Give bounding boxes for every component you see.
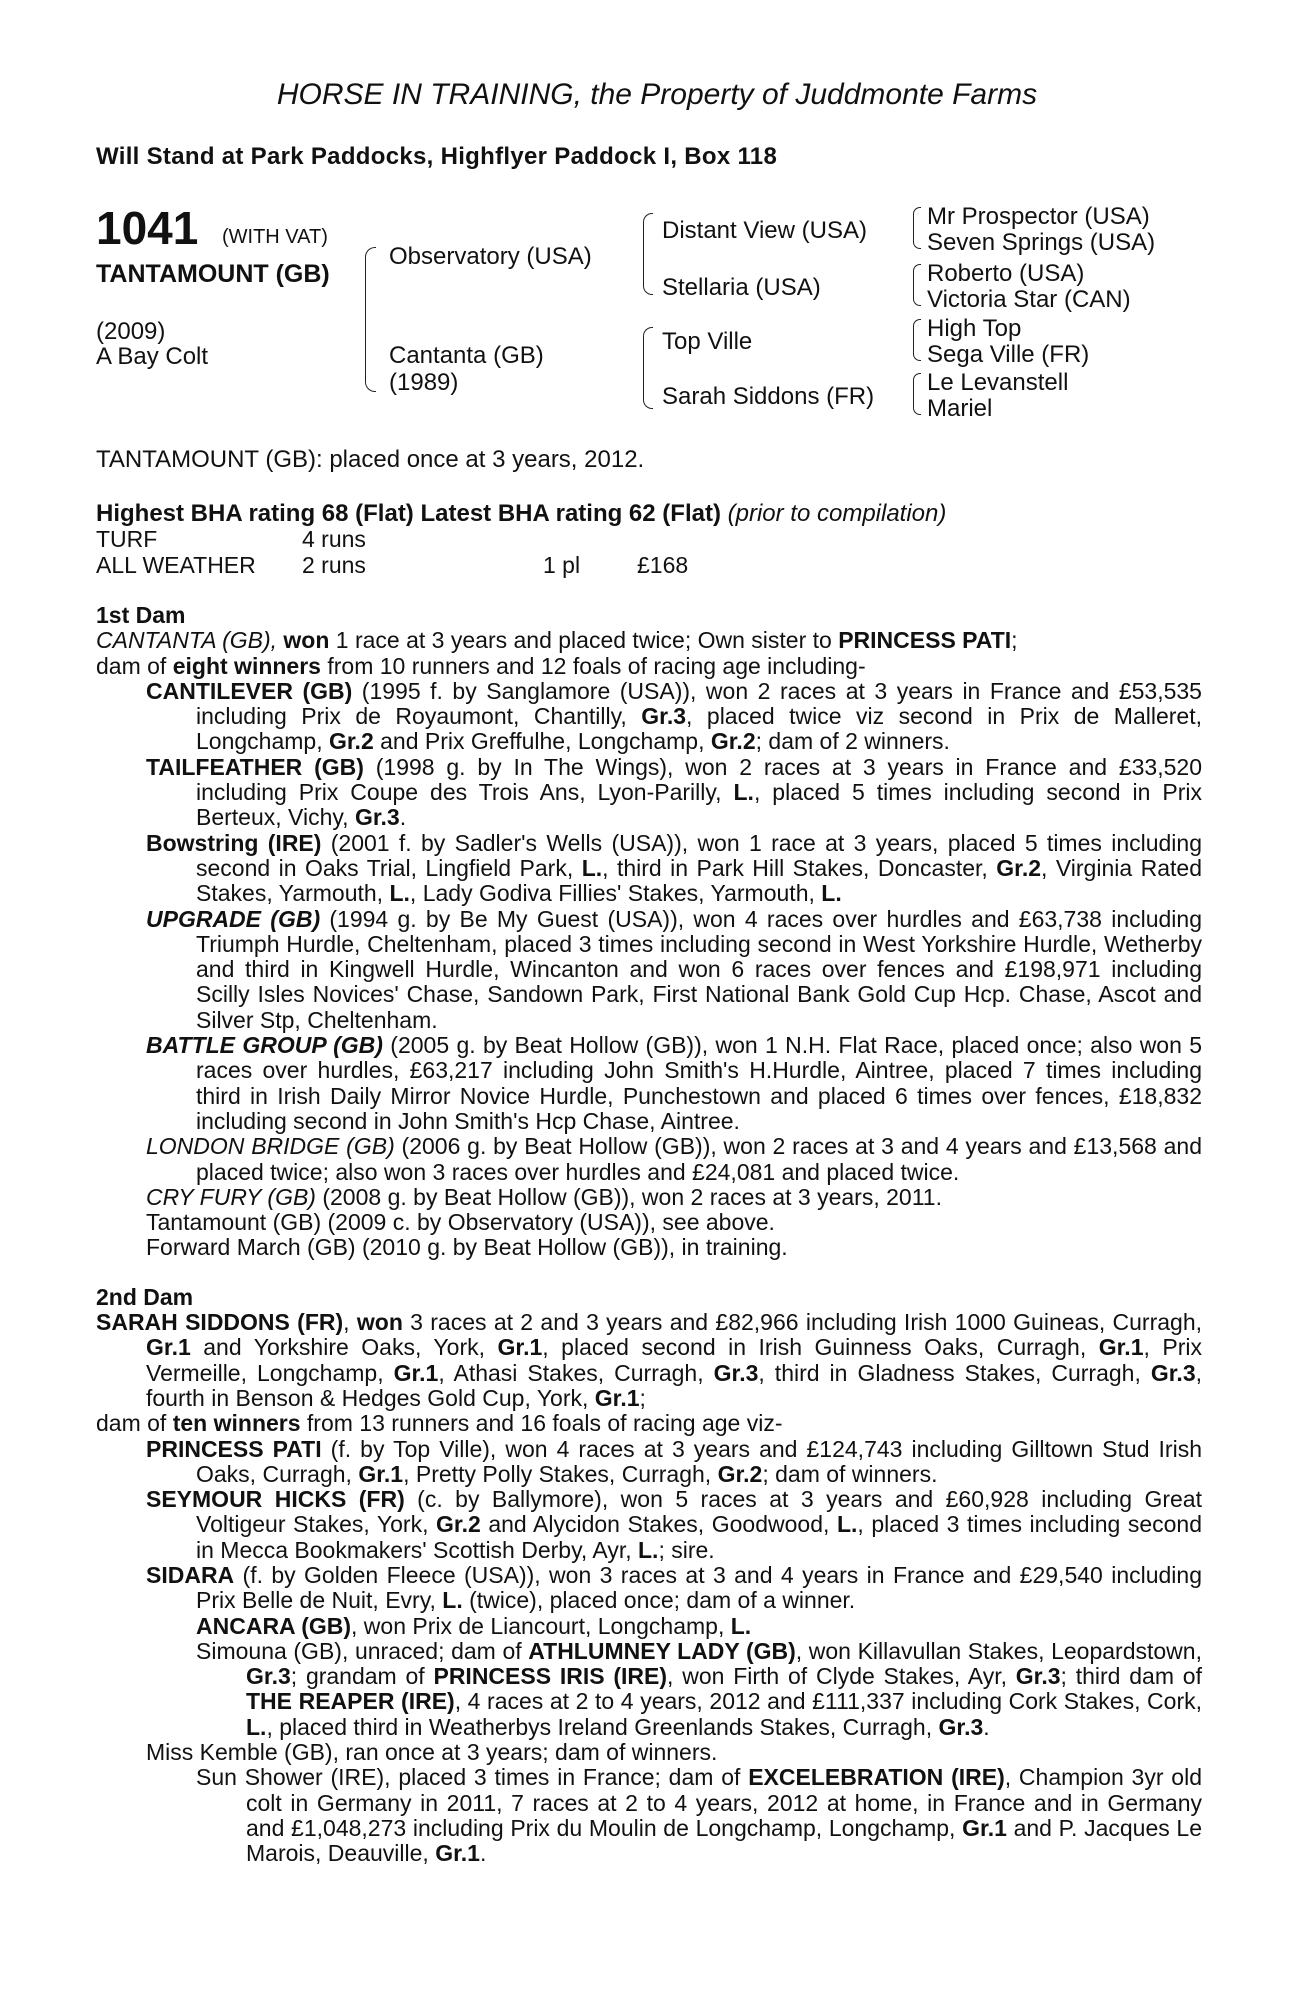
emphasis-run: Gr.2 — [436, 1511, 481, 1538]
text-run: , Prix Vermeille, Longchamp, — [146, 1334, 1203, 1386]
text-run: , won Firth of Clyde Stakes, Ayr, — [667, 1663, 1016, 1690]
emphasis-run: eight winners — [172, 652, 321, 679]
dam-pages — [96, 603, 1202, 1867]
sire-dam-sire: Roberto (USA) — [927, 260, 1085, 287]
emphasis-run: Gr.1 — [594, 1384, 640, 1411]
text-run: , Athasi Stakes, Curragh, — [438, 1359, 714, 1386]
sire-dam: Stellaria (USA) — [662, 274, 821, 301]
dam-dam-dam: Mariel — [927, 395, 993, 422]
emphasis-run: L. — [836, 1511, 858, 1538]
text-run: (1994 g. by Be My Guest (USA)), won 4 races over hurdles and £63,738 including Triumph Hurdle, Cheltenham, placed 3 times including second in West Yorkshire Hurdle, Wetherby and third in Kingwell Hurdle, Wincanton and won 6 races over fences and £198,971 including Scilly Isles Novices' Chase, Sandown Park, First National Bank Gold Cup Hcp. Chase, Ascot and Silver Stp, Cheltenham. — [196, 905, 1202, 1033]
emphasis-run: Bowstring (IRE) — [146, 829, 322, 856]
text-run: , placed second in Irish Guinness Oaks, Curragh, — [542, 1334, 1099, 1361]
text-run: (1998 g. by In The Wings), won 2 races at 3 years in France and £33,520 including Prix Coupe des Trois Ans, Lyon-Parilly, — [196, 753, 1202, 806]
produce-entry — [96, 1740, 1202, 1765]
text-run: , placed 5 times including second in Prix Berteux, Vichy, — [196, 779, 1202, 831]
horse-year: (2009) — [96, 318, 166, 345]
text-run: ; sire. — [658, 1536, 715, 1563]
pedigree-brace — [913, 264, 921, 306]
dam-sire: Top Ville — [662, 328, 753, 355]
produce-entry — [96, 1210, 1202, 1235]
dam-year: (1989) — [389, 369, 459, 396]
produce-entry — [96, 1437, 1202, 1488]
emphasis-run: CANTANTA (GB), — [96, 627, 284, 654]
record-surface: TURF — [96, 526, 158, 552]
record-runs: 4 runs — [302, 526, 366, 552]
pedigree-brace — [643, 327, 653, 409]
text-run: (2006 g. by Beat Hollow (GB)), won 2 races at 3 and 4 years and £13,568 and placed twice; also won 3 races over hurdles and £24,081 and placed twice. — [196, 1133, 1202, 1185]
bha-rating — [96, 500, 946, 528]
text-run: . — [399, 804, 407, 831]
emphasis-run: Gr.3 — [641, 703, 687, 730]
text-run: ; — [639, 1384, 646, 1411]
text-run: from 13 runners and 16 foals of racing age viz- — [300, 1410, 783, 1437]
race-summary: TANTAMOUNT (GB): placed once at 3 years, 2012. — [96, 446, 645, 473]
dam-paragraph — [96, 1411, 1202, 1436]
text-run: ; third dam of — [1060, 1663, 1202, 1690]
emphasis-run: L. — [733, 779, 754, 806]
text-run: and Prix Greffulhe, Longchamp, — [373, 728, 711, 755]
text-run: dam of — [96, 652, 173, 679]
emphasis-run: Gr.3 — [1015, 1663, 1061, 1690]
record-places: 1 pl — [543, 552, 581, 578]
emphasis-run: Gr.1 — [393, 1359, 439, 1386]
emphasis-run: L. — [389, 880, 410, 907]
pedigree-brace — [913, 207, 921, 249]
pedigree-brace — [913, 373, 921, 415]
emphasis-run: L. — [246, 1713, 267, 1740]
lot-number: 1041 — [96, 202, 199, 254]
text-run: ; — [1011, 627, 1018, 654]
sire-sire-dam: Seven Springs (USA) — [927, 229, 1156, 256]
emphasis-run: BATTLE GROUP (GB) — [146, 1032, 383, 1059]
text-run: Simouna (GB), unraced; dam of — [196, 1637, 529, 1664]
dam-sire-sire: High Top — [927, 315, 1022, 342]
pedigree-brace — [913, 319, 921, 361]
emphasis-run: L. — [821, 880, 842, 907]
emphasis-run: L. — [581, 854, 603, 881]
emphasis-run: PRINCESS PATI — [146, 1435, 322, 1462]
text-run: , placed third in Weatherbys Ireland Greenlands Stakes, Curragh, — [266, 1713, 939, 1740]
second-dam-heading: 2nd Dam — [96, 1283, 194, 1310]
vat-note: (WITH VAT) — [222, 226, 328, 248]
emphasis-run: SEYMOUR HICKS (FR) — [146, 1486, 405, 1513]
text-run: , third in Gladness Stakes, Curragh, — [758, 1359, 1151, 1386]
produce-entry — [96, 831, 1202, 907]
record-surface: ALL WEATHER — [96, 552, 256, 578]
text-run: , placed twice viz second in Prix de Malleret, Longchamp, — [196, 703, 1202, 755]
text-run: Sun Shower (IRE), placed 3 times in France; dam of — [196, 1764, 749, 1791]
text-run: dam of — [96, 1410, 173, 1437]
stand-location: Will Stand at Park Paddocks, Highflyer Paddock I, Box 118 — [96, 143, 778, 170]
text-run: , won Killavullan Stakes, Leopardstown, — [795, 1637, 1202, 1664]
text-run: , won Prix de Liancourt, Longchamp, — [351, 1612, 731, 1639]
text-run: (2008 g. by Beat Hollow (GB)), won 2 races at 3 years, 2011. — [315, 1183, 942, 1210]
text-run: ; dam of 2 winners. — [755, 728, 950, 755]
dam-dam-sire: Le Levanstell — [927, 369, 1069, 396]
emphasis-run: TAILFEATHER (GB) — [146, 753, 364, 780]
text-run: (twice), placed once; dam of a winner. — [462, 1587, 856, 1614]
dam-paragraph — [96, 1310, 1202, 1411]
produce-entry — [96, 1134, 1202, 1185]
produce-entry — [96, 1033, 1202, 1134]
text-run: ; dam of winners. — [762, 1460, 938, 1487]
text-run: (c. by Ballymore), won 5 races at 3 years and £60,928 including Great Voltigeur Stakes, York, — [196, 1486, 1202, 1538]
text-run: Miss Kemble (GB), ran once at 3 years; dam of winners. — [146, 1739, 718, 1766]
text-run: . — [983, 1713, 990, 1740]
text-run: 1 race at 3 years and placed twice; Own sister to — [329, 627, 839, 654]
text-run: (f. by Top Ville), won 4 races at 3 years and £124,743 including Gilltown Stud Irish Oaks, Curragh, — [196, 1435, 1202, 1487]
text-run: (f. by Golden Fleece (USA)), won 3 races at 3 and 4 years in France and £29,540 including Prix Belle de Nuit, Evry, — [196, 1561, 1202, 1614]
text-run: (1995 f. by Sanglamore (USA)), won 2 races at 3 years in France and £53,535 including Prix de Royaumont, Chantilly, — [196, 677, 1202, 730]
emphasis-run: Gr.1 — [1098, 1334, 1144, 1361]
sire: Observatory (USA) — [389, 243, 592, 270]
emphasis-run: Gr.2 — [328, 728, 374, 755]
emphasis-run: won — [283, 627, 330, 654]
emphasis-run: PRINCESS IRIS (IRE) — [433, 1663, 668, 1690]
page-heading: HORSE IN TRAINING, the Property of Juddmonte Farms — [276, 78, 1038, 111]
emphasis-run: Gr.1 — [146, 1334, 191, 1361]
text-run: , Virginia Rated Stakes, Yarmouth, — [196, 854, 1202, 907]
emphasis-run: L. — [442, 1587, 463, 1614]
dam: Cantanta (GB) — [389, 342, 544, 369]
emphasis-run: Gr.1 — [358, 1460, 404, 1487]
text-run: ; grandam of — [290, 1663, 434, 1690]
emphasis-run: ANCARA (GB) — [196, 1612, 352, 1639]
emphasis-run: L. — [638, 1536, 659, 1563]
record-prize: £168 — [637, 552, 689, 578]
text-run: , — [343, 1309, 357, 1336]
rating-text: Highest BHA rating 68 (Flat) Latest BHA rating 62 (Flat) — [96, 500, 721, 527]
text-run: Forward March (GB) (2010 g. by Beat Hollow (GB)), in training. — [146, 1234, 788, 1261]
emphasis-run: ATHLUMNEY LADY (GB) — [528, 1637, 796, 1664]
text-run: Tantamount (GB) (2009 c. by Observatory (USA)), see above. — [146, 1209, 775, 1236]
produce-entry — [96, 1765, 1202, 1866]
text-run: , 4 races at 2 to 4 years, 2012 and £111,337 including Cork Stakes, Cork, — [454, 1688, 1203, 1715]
produce-entry — [96, 1487, 1202, 1563]
text-run: (2001 f. by Sadler's Wells (USA)), won 1 race at 3 years, placed 5 times including second in Oaks Trial, Lingfield Park, — [196, 829, 1202, 881]
produce-entry — [96, 679, 1202, 755]
pedigree-brace — [643, 213, 653, 295]
emphasis-run: Gr.1 — [435, 1840, 480, 1867]
produce-entry — [96, 755, 1202, 831]
sire-dam-dam: Victoria Star (CAN) — [927, 286, 1131, 313]
dam-paragraph — [96, 628, 1202, 653]
dam-sire-dam: Sega Ville (FR) — [927, 341, 1090, 368]
emphasis-run: CRY FURY (GB) — [146, 1183, 316, 1210]
emphasis-run: ten winners — [172, 1410, 301, 1437]
text-run: and P. Jacques Le Marois, Deauville, — [246, 1814, 1203, 1867]
text-run: and Yorkshire Oaks, York, — [190, 1334, 498, 1361]
text-run: , third in Park Hill Stakes, Doncaster, — [602, 854, 997, 881]
emphasis-run: Gr.2 — [996, 854, 1042, 881]
text-run: from 10 runners and 12 foals of racing age including- — [320, 652, 866, 679]
emphasis-run: SARAH SIDDONS (FR) — [96, 1309, 344, 1336]
emphasis-run: Gr.1 — [962, 1814, 1007, 1841]
emphasis-run: L. — [730, 1612, 752, 1639]
text-run: 3 races at 2 and 3 years and £82,966 including Irish 1000 Guineas, Curragh, — [402, 1309, 1203, 1336]
emphasis-run: Gr.3 — [1150, 1359, 1196, 1386]
produce-entry — [96, 907, 1202, 1033]
produce-entry — [96, 1614, 1202, 1639]
text-run: and Alycidon Stakes, Goodwood, — [480, 1511, 837, 1538]
emphasis-run: Gr.3 — [354, 804, 400, 831]
text-run: , Champion 3yr old colt in Germany in 2011, 7 races at 2 to 4 years, 2012 at home, in France and in Germany and £1,048,273 including Prix du Moulin de Longchamp, Longchamp, — [246, 1764, 1202, 1841]
emphasis-run: THE REAPER (IRE) — [246, 1688, 455, 1715]
record-runs: 2 runs — [302, 552, 366, 578]
sire-sire: Distant View (USA) — [662, 217, 867, 244]
produce-entry — [96, 1185, 1202, 1210]
horse-description: A Bay Colt — [96, 343, 209, 370]
text-run: , Lady Godiva Fillies' Stakes, Yarmouth, — [409, 880, 822, 907]
emphasis-run: UPGRADE (GB) — [146, 905, 321, 932]
emphasis-run: Gr.2 — [710, 728, 756, 755]
horse-name: TANTAMOUNT (GB) — [96, 260, 330, 288]
emphasis-run: Gr.3 — [938, 1713, 984, 1740]
emphasis-run: CANTILEVER (GB) — [146, 677, 353, 704]
pedigree-brace — [365, 247, 376, 392]
emphasis-run: Gr.3 — [713, 1359, 759, 1386]
text-run: (2005 g. by Beat Hollow (GB)), won 1 N.H. Flat Race, placed once; also won 5 races over hurdles, £63,217 including John Smith's H.Hurdle, Aintree, placed 7 times including third in Irish Daily Mirror Novice Hurdle, Punchestown and placed 6 times over fences, £18,832 including second in John Smith's Hcp Chase, Aintree. — [196, 1032, 1203, 1134]
dam-paragraph — [96, 654, 1202, 679]
text-run: , Pretty Polly Stakes, Curragh, — [403, 1460, 718, 1487]
text-run: . — [479, 1840, 487, 1867]
emphasis-run: EXCELEBRATION (IRE) — [748, 1764, 1005, 1791]
emphasis-run: Gr.3 — [246, 1663, 291, 1690]
sire-sire-sire: Mr Prospector (USA) — [927, 203, 1150, 230]
first-dam-heading: 1st Dam — [96, 602, 186, 628]
emphasis-run: PRINCESS PATI — [838, 627, 1012, 654]
text-run: , placed 3 times including second in Mecca Bookmakers' Scottish Derby, Ayr, — [196, 1511, 1203, 1563]
produce-entry — [96, 1235, 1202, 1260]
emphasis-run: SIDARA — [146, 1561, 235, 1588]
produce-entry — [96, 1639, 1202, 1740]
emphasis-run: LONDON BRIDGE (GB) — [146, 1133, 395, 1160]
emphasis-run: Gr.1 — [497, 1334, 543, 1361]
text-run: , fourth in Benson & Hedges Gold Cup, York, — [146, 1359, 1203, 1411]
rating-note: (prior to compilation) — [727, 500, 947, 527]
produce-entry — [96, 1563, 1202, 1614]
emphasis-run: won — [356, 1309, 403, 1336]
emphasis-run: Gr.2 — [717, 1460, 763, 1487]
dam-dam: Sarah Siddons (FR) — [662, 383, 875, 410]
